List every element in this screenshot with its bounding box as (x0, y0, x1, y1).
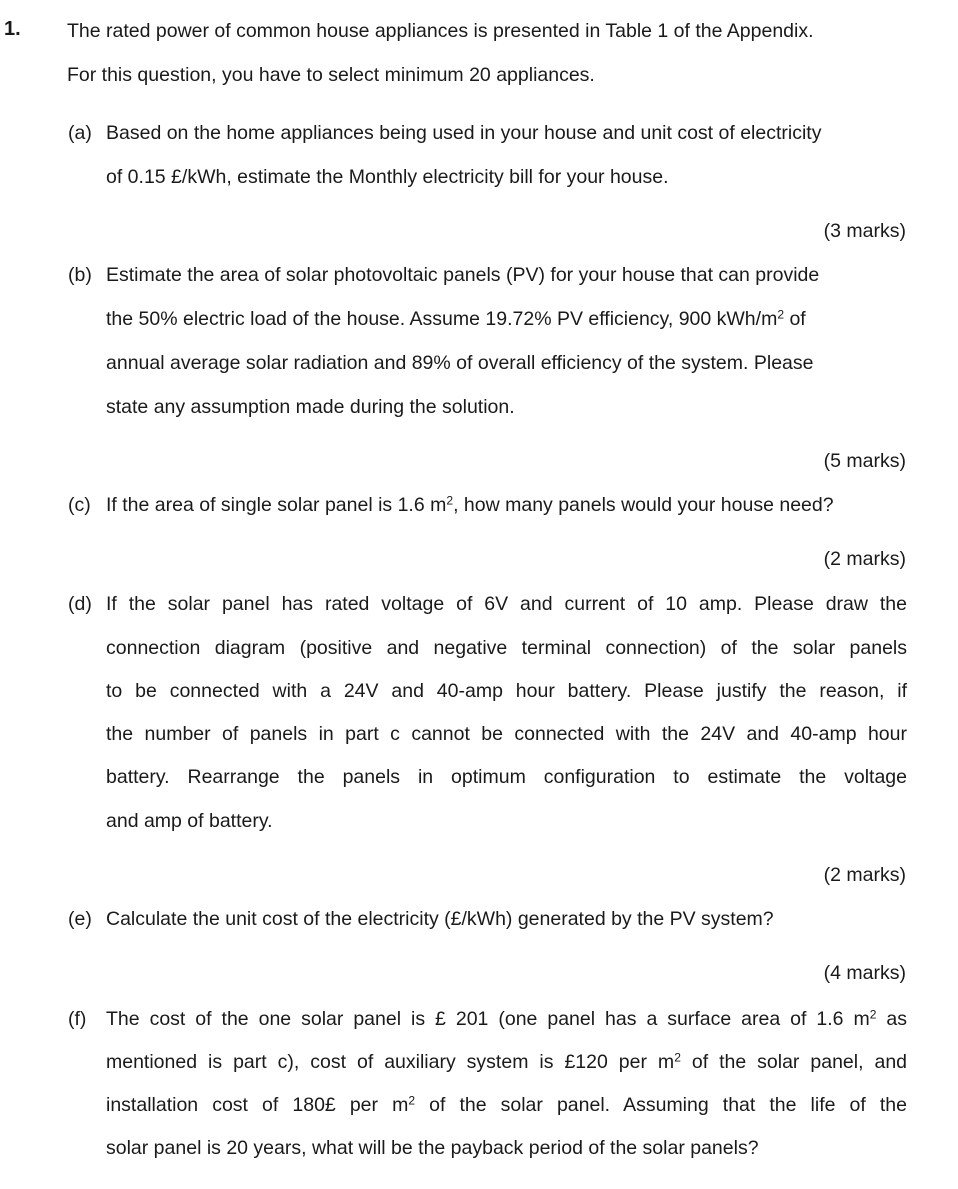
part-e-line: Calculate the unit cost of the electricity (£/kWh) generated by the PV system? (106, 908, 774, 930)
part-a-line-2: of 0.15 £/kWh, estimate the Monthly electricity bill for your house. (106, 166, 669, 188)
part-e-marks: (4 marks) (823, 962, 906, 984)
part-d-line-5: battery. Rearrange the panels in optimum configuration to estimate the voltage (106, 766, 907, 788)
intro-line-1: The rated power of common house appliances is presented in Table 1 of the Appendix. (67, 20, 814, 42)
part-f-line-3-tail: of the solar panel. Assuming that the life of the (415, 1094, 907, 1116)
part-f-line-2-superscript: 2 (674, 1050, 681, 1065)
part-c-label: (c) (68, 494, 91, 516)
part-f-label: (f) (68, 1008, 87, 1030)
part-c-tail: , how many panels would your house need? (453, 494, 834, 516)
part-b-line-1: Estimate the area of solar photovoltaic panels (PV) for your house that can provide (106, 264, 820, 286)
part-d-line-3: to be connected with a 24V and 40-amp hour battery. Please justify the reason, if (106, 680, 907, 702)
question-number: 1. (4, 18, 21, 40)
part-f-line-4: solar panel is 20 years, what will be the payback period of the solar panels? (106, 1137, 759, 1159)
part-f-line-1-superscript: 2 (869, 1007, 877, 1022)
part-f-line-1 (106, 1008, 907, 1031)
part-b-label: (b) (68, 264, 92, 286)
part-d-line-1: If the solar panel has rated voltage of 6V and current of 10 amp. Please draw the (106, 593, 907, 615)
part-b-line-2 (106, 308, 806, 331)
part-d-line-2: connection diagram (positive and negative terminal connection) of the solar panels (106, 637, 907, 659)
part-f-line-2-tail: of the solar panel, and (680, 1051, 908, 1073)
part-a-marks: (3 marks) (823, 220, 906, 242)
part-d-line-4: the number of panels in part c cannot be connected with the 24V and 40-amp hour (106, 723, 907, 745)
part-b-marks: (5 marks) (823, 450, 906, 472)
part-f-line-2-text: mentioned is part c), cost of auxiliary system is £120 per m (106, 1051, 675, 1073)
part-d-label: (d) (68, 593, 92, 615)
part-b-line-2-text: the 50% electric load of the house. Assume 19.72% PV efficiency, 900 kWh/m (106, 308, 778, 330)
part-b-line-3: annual average solar radiation and 89% of overall efficiency of the system. Please (106, 352, 814, 374)
part-f-line-3-text: installation cost of 180£ per m (106, 1094, 409, 1116)
intro-line-2: For this question, you have to select minimum 20 appliances. (67, 64, 595, 86)
part-f-line-1-tail: as (876, 1008, 907, 1030)
part-f-line-1-text: The cost of the one solar panel is £ 201 (one panel has a surface area of 1.6 m (106, 1008, 870, 1030)
part-c-marks: (2 marks) (823, 548, 906, 570)
part-c-text: If the area of single solar panel is 1.6 m (106, 494, 447, 516)
part-e-label: (e) (68, 908, 92, 930)
part-c-superscript: 2 (446, 493, 454, 508)
part-f-line-2 (106, 1051, 907, 1074)
part-f-line-3 (106, 1094, 907, 1117)
part-c-line (106, 494, 834, 517)
part-a-line-1: Based on the home appliances being used in your house and unit cost of electricity (106, 122, 822, 144)
part-b-line-4: state any assumption made during the solution. (106, 396, 515, 418)
part-b-superscript: 2 (777, 307, 785, 322)
part-b-line-2-tail: of (784, 308, 806, 330)
part-f-line-3-superscript: 2 (408, 1093, 416, 1108)
part-d-marks: (2 marks) (823, 864, 906, 886)
part-d-line-6: and amp of battery. (106, 810, 273, 832)
part-a-label: (a) (68, 122, 92, 144)
